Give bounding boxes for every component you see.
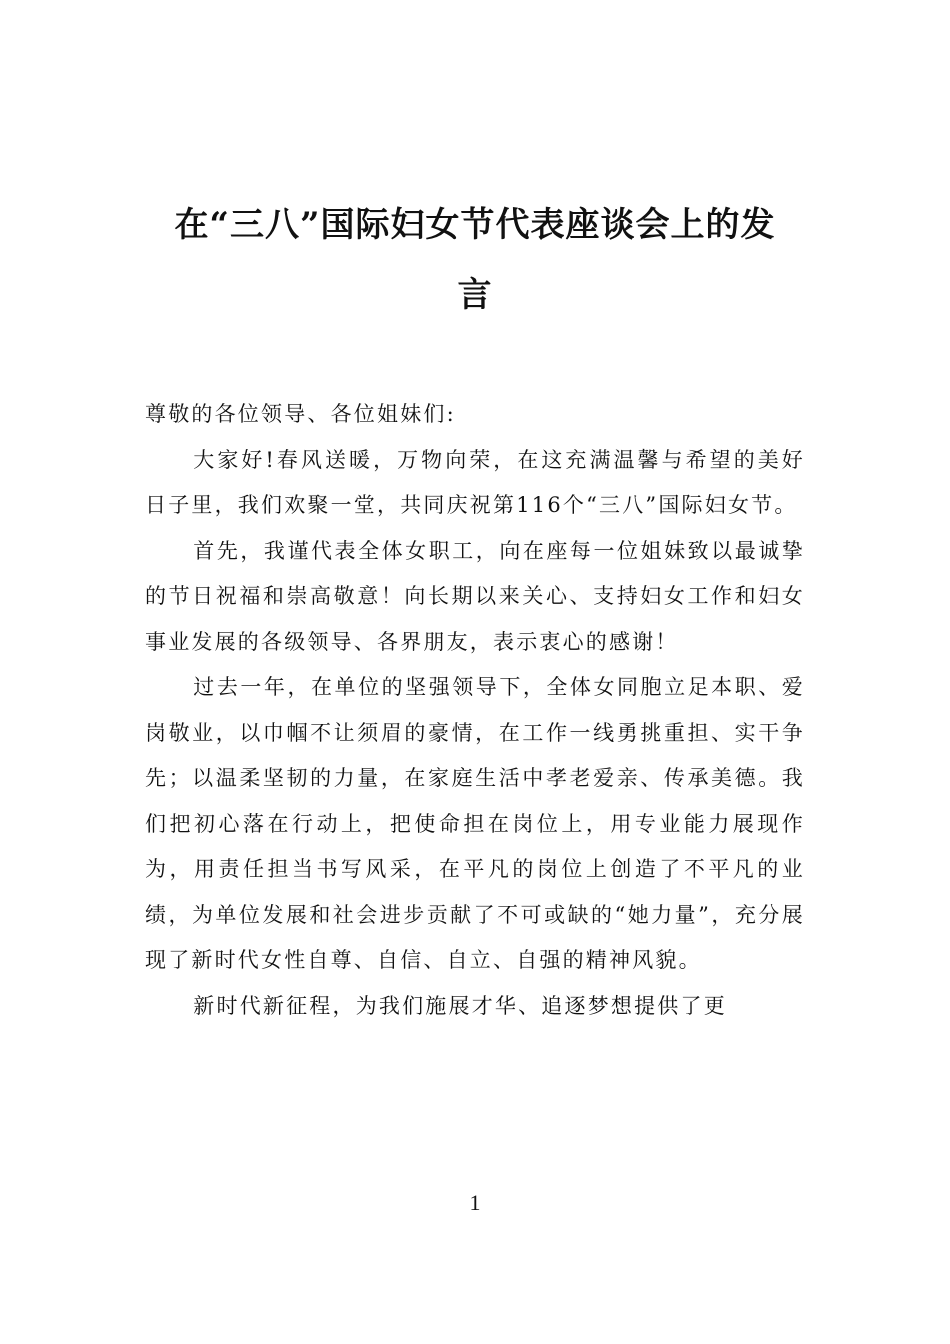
document-title <box>145 190 805 330</box>
paragraph-1: 大家好!春风送暖，万物向荣，在这充满温馨与希望的美好日子里，我们欢聚一堂，共同庆祝第116个“三八”国际妇女节。 <box>145 447 805 517</box>
paragraph-3: 过去一年，在单位的坚强领导下，全体女同胞立足本职、爱岗敬业，以巾帼不让须眉的豪情，在工作一线勇挑重担、实干争先；以温柔坚韧的力量，在家庭生活中孝老爱亲、传承美德。我们把初心落在行动上，把使命担在岗位上，用专业能力展现作为，用责任担当书写风采，在平凡的岗位上创造了不平凡的业绩，为单位发展和社会进步贡献了不可或缺的“她力量”，充分展现了新时代女性自尊、自信、自立、自强的精神风貌。 <box>145 675 805 972</box>
title-line-1: 在“三八”国际妇女节代表座谈会上的发 <box>174 205 776 245</box>
greeting-line: 尊敬的各位领导、各位姐妹们: <box>145 402 456 426</box>
paragraph-4: 新时代新征程，为我们施展才华、追逐梦想提供了更 <box>193 993 727 1018</box>
paragraph-2: 首先，我谨代表全体女职工，向在座每一位姐妹致以最诚挚的节日祝福和崇高敬意！向长期以来关心、支持妇女工作和妇女事业发展的各级领导、各界朋友，表示衷心的感谢！ <box>145 538 805 654</box>
title-line-2: 言 <box>457 275 493 315</box>
document-body <box>145 392 805 1029</box>
page-number: 1 <box>469 1190 481 1215</box>
